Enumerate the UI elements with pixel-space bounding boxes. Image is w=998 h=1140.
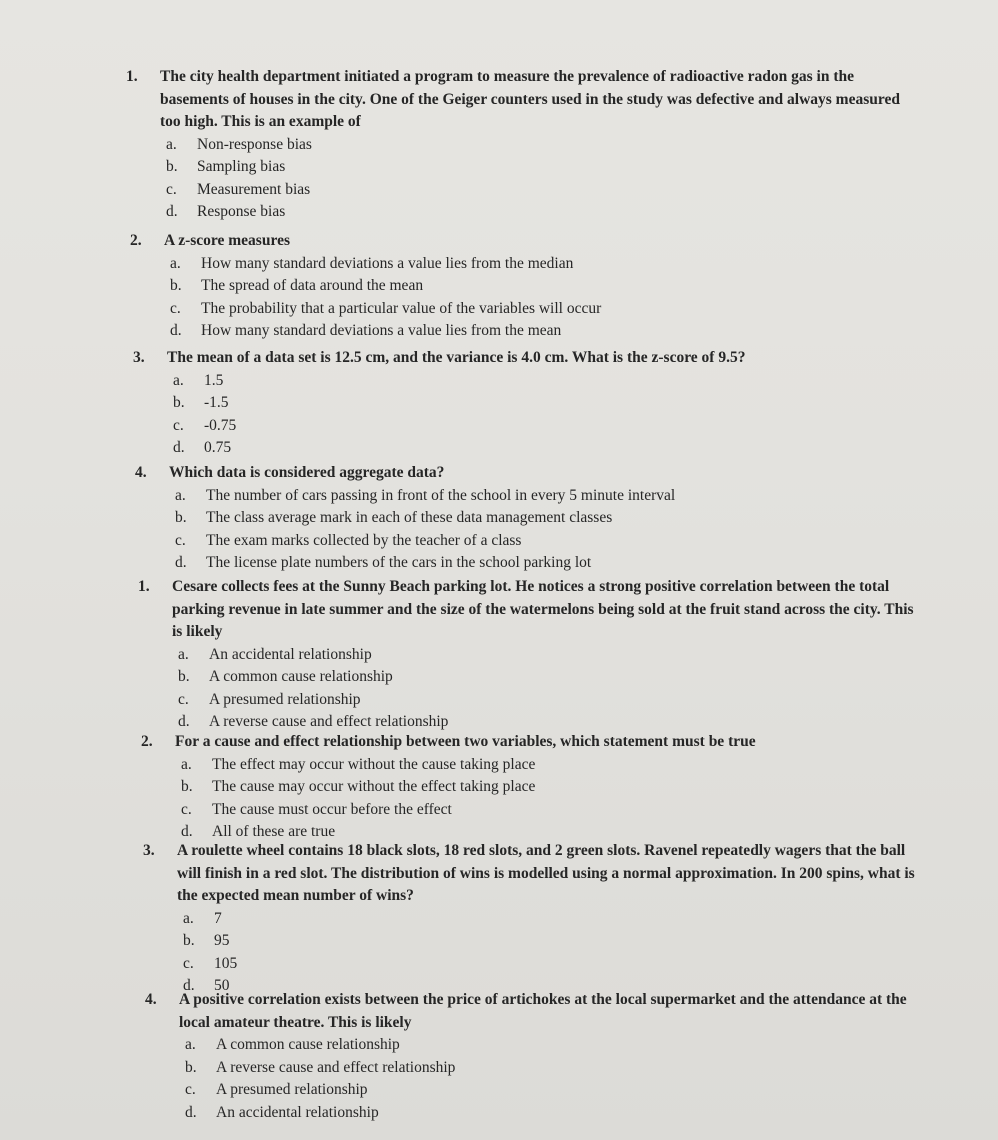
option-letter: d. — [183, 977, 195, 995]
question-stem — [133, 347, 913, 370]
option-text: How many standard deviations a value lies from the mean — [201, 322, 562, 340]
option-letter: d. — [166, 203, 178, 221]
option-text: The probability that a particular value of the variables will occur — [201, 299, 602, 317]
option-a — [178, 644, 918, 667]
option-text: The cause must occur before the effect — [212, 800, 452, 818]
question-text: Which data is considered aggregate data? — [169, 464, 445, 481]
question-4 — [135, 462, 915, 575]
option-c — [183, 953, 923, 976]
option-text: The class average mark in each of these data management classes — [206, 509, 613, 527]
option-text: A reverse cause and effect relationship — [209, 713, 449, 731]
option-text: An accidental relationship — [209, 645, 372, 663]
question-number: 3. — [133, 349, 145, 366]
option-b — [185, 1057, 925, 1080]
option-d — [175, 552, 915, 575]
question-stem — [143, 840, 923, 908]
option-letter: a. — [173, 371, 184, 389]
option-letter: b. — [170, 277, 182, 295]
option-text: Response bias — [197, 203, 286, 221]
option-d — [173, 437, 913, 460]
question-number: 3. — [143, 842, 155, 859]
question-number: 1. — [138, 578, 150, 595]
option-b — [173, 392, 913, 415]
question-stem — [126, 66, 906, 134]
option-list — [166, 134, 906, 224]
option-text: An accidental relationship — [216, 1103, 379, 1121]
option-text: A presumed relationship — [216, 1081, 368, 1099]
option-b — [170, 275, 910, 298]
option-a — [181, 754, 921, 777]
option-a — [175, 485, 915, 508]
option-letter: c. — [166, 180, 177, 198]
option-text: A common cause relationship — [209, 668, 393, 686]
option-list — [175, 485, 915, 575]
question-number: 1. — [126, 68, 138, 85]
option-letter: a. — [170, 254, 181, 272]
question-stem — [138, 576, 918, 644]
option-text: The effect may occur without the cause taking place — [212, 755, 536, 773]
option-text: The number of cars passing in front of the school in every 5 minute interval — [206, 486, 676, 504]
option-text: 7 — [214, 909, 222, 927]
question-text: A z-score measures — [164, 232, 290, 249]
option-text: The cause may occur without the effect taking place — [212, 778, 536, 796]
option-text: Sampling bias — [197, 158, 286, 176]
option-c — [175, 530, 915, 553]
question-text: For a cause and effect relationship between two variables, which statement must be true — [175, 733, 756, 750]
question-1 — [126, 66, 906, 224]
option-list — [178, 644, 918, 734]
question-8 — [145, 989, 925, 1124]
option-list — [183, 908, 923, 998]
option-text: -0.75 — [204, 416, 237, 434]
option-text: -1.5 — [204, 394, 229, 412]
option-letter: a. — [178, 645, 189, 663]
option-letter: b. — [166, 158, 178, 176]
option-text: A presumed relationship — [209, 690, 361, 708]
option-letter: c. — [175, 531, 186, 549]
question-text: A positive correlation exists between the price of artichokes at the local supermarket and the attendance at the local amateur theatre. This is likely — [179, 991, 907, 1031]
option-letter: d. — [173, 439, 185, 457]
question-6 — [141, 731, 921, 844]
option-letter: d. — [175, 554, 187, 572]
question-number: 4. — [145, 991, 157, 1008]
option-letter: c. — [183, 954, 194, 972]
option-letter: a. — [175, 486, 186, 504]
option-c — [170, 298, 910, 321]
option-text: The license plate numbers of the cars in the school parking lot — [206, 554, 592, 572]
option-list — [173, 370, 913, 460]
option-c — [173, 415, 913, 438]
option-letter: d. — [185, 1103, 197, 1121]
option-text: 105 — [214, 954, 238, 972]
option-text: 1.5 — [204, 371, 224, 389]
option-letter: b. — [178, 668, 190, 686]
question-text: The city health department initiated a program to measure the prevalence of radioactive radon gas in the basements of houses in the city. One of the Geiger counters used in the study was defective and always measured too high. This is an example of — [160, 68, 900, 130]
option-letter: c. — [178, 690, 189, 708]
question-number: 2. — [130, 232, 142, 249]
option-text: 0.75 — [204, 439, 232, 457]
option-letter: c. — [173, 416, 184, 434]
question-text: The mean of a data set is 12.5 cm, and the variance is 4.0 cm. What is the z-score of 9.5? — [167, 349, 746, 366]
question-number: 2. — [141, 733, 153, 750]
question-stem — [141, 731, 921, 754]
option-a — [183, 908, 923, 931]
option-list — [170, 253, 910, 343]
option-text: The spread of data around the mean — [201, 277, 424, 295]
question-5 — [138, 576, 918, 734]
option-letter: c. — [181, 800, 192, 818]
option-text: A common cause relationship — [216, 1036, 400, 1053]
question-stem — [130, 230, 910, 253]
option-letter: a. — [181, 755, 192, 773]
option-b — [183, 930, 923, 953]
option-text: 50 — [214, 977, 230, 995]
option-text: Measurement bias — [197, 180, 311, 198]
option-list — [181, 754, 921, 844]
option-c — [185, 1079, 925, 1102]
option-letter: a. — [183, 909, 194, 927]
option-list — [185, 1034, 925, 1124]
question-7 — [143, 840, 923, 998]
question-stem — [135, 462, 915, 485]
option-a — [185, 1034, 925, 1057]
option-letter: d. — [181, 823, 193, 841]
option-text: Non-response bias — [197, 135, 312, 153]
option-letter: c. — [170, 299, 181, 317]
option-letter: c. — [185, 1081, 196, 1099]
option-text: The exam marks collected by the teacher of a class — [206, 531, 522, 549]
option-d — [166, 201, 906, 224]
question-number: 4. — [135, 464, 147, 481]
option-letter: b. — [185, 1058, 197, 1076]
option-b — [181, 776, 921, 799]
option-letter: d. — [170, 322, 182, 340]
option-a — [166, 134, 906, 157]
option-text: How many standard deviations a value lies from the median — [201, 254, 574, 272]
question-text: Cesare collects fees at the Sunny Beach parking lot. He notices a strong positive correlation between the total parking revenue in late summer and the size of the watermelons being sold at the fruit stand across the city. This is likely — [172, 578, 914, 640]
option-a — [170, 253, 910, 276]
question-text: A roulette wheel contains 18 black slots, 18 red slots, and 2 green slots. Ravenel repeatedly wagers that the ball will finish in a red slot. The distribution of wins is modelled using a normal approximation. In 200 spins, what is the expected mean number of wins? — [177, 842, 915, 904]
question-2 — [130, 230, 910, 343]
option-letter: b. — [173, 394, 185, 412]
question-3 — [133, 347, 913, 460]
option-letter: a. — [185, 1036, 196, 1053]
option-text: A reverse cause and effect relationship — [216, 1058, 456, 1076]
option-c — [178, 689, 918, 712]
option-letter: b. — [183, 932, 195, 950]
option-b — [178, 666, 918, 689]
option-d — [170, 320, 910, 343]
option-letter: b. — [181, 778, 193, 796]
option-b — [175, 507, 915, 530]
option-letter: d. — [178, 713, 190, 731]
question-stem — [145, 989, 925, 1034]
option-d — [185, 1102, 925, 1125]
option-text: 95 — [214, 932, 230, 950]
option-b — [166, 156, 906, 179]
option-letter: b. — [175, 509, 187, 527]
option-c — [181, 799, 921, 822]
option-a — [173, 370, 913, 393]
option-letter: a. — [166, 135, 177, 153]
option-c — [166, 179, 906, 202]
option-text: All of these are true — [212, 823, 336, 841]
